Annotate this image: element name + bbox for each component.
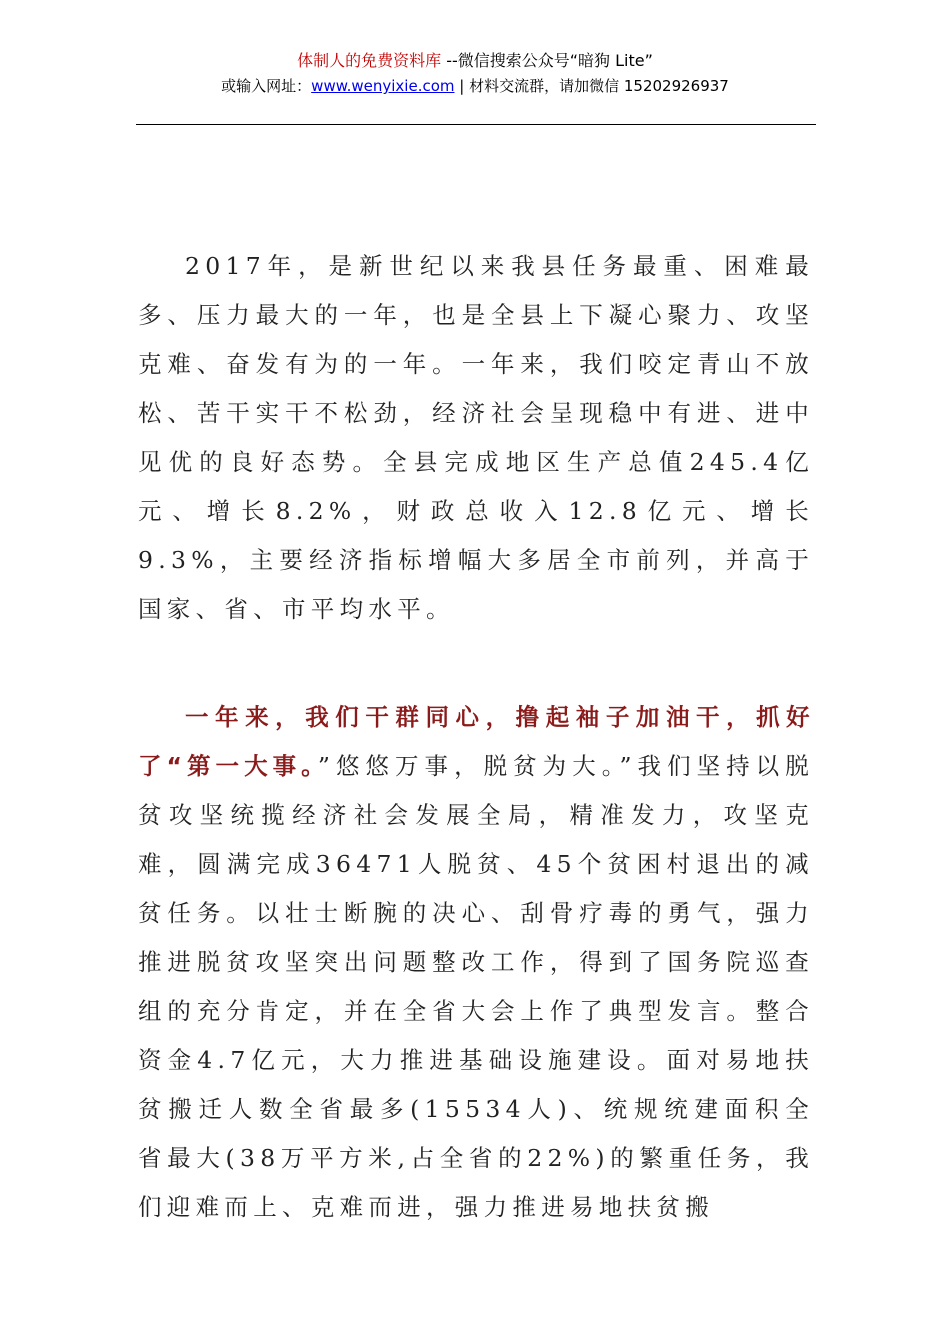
header-line-2 (0, 74, 950, 98)
paragraph-2 (138, 693, 814, 1232)
header-tagline: --微信搜索公众号“暗狗 Lite” (441, 51, 653, 70)
paragraph-1: 2017年，是新世纪以来我县任务最重、困难最多、压力最大的一年，也是全县上下凝心聚力、攻坚克难、奋发有为的一年。一年来，我们咬定青山不放松、苦干实干不松劲，经济社会呈现稳中有进、进中见优的良好态势。全县完成地区生产总值245.4亿元、增长8.2%，财政总收入12.8亿元、增长9.3%，主要经济指标增幅大多居全市前列，并高于国家、省、市平均水平。 (138, 252, 814, 623)
header-url-prefix: 或输入网址： (221, 77, 312, 95)
header-divider (136, 124, 816, 125)
page-header (0, 48, 950, 98)
header-contact: | 材料交流群，请加微信 15202926937 (454, 77, 729, 95)
header-line-1 (0, 48, 950, 74)
header-url-link[interactable]: www.wenyixie.com (311, 77, 455, 95)
paragraph-2-heading: 一年来，我们干群同心，撸起袖子加油干，抓好了“第一大事。 (138, 703, 814, 780)
paragraph-2-body: ”悠悠万事，脱贫为大。”我们坚持以脱贫攻坚统揽经济社会发展全局，精准发力，攻坚克难，圆满完成36471人脱贫、45个贫困村退出的减贫任务。以壮士断腕的决心、刮骨疗毒的勇气，强力推进脱贫攻坚突出问题整改工作，得到了国务院巡查组的充分肯定，并在全省大会上作了典型发言。整合资金4.7亿元，大力推进基础设施建设。面对易地扶贫搬迁人数全省最多(15534人)、统规统建面积全省最大(38万平方米,占全省的22%)的繁重任务，我们迎难而上、克难而进，强力推进易地扶贫搬 (138, 752, 814, 1221)
header-brand: 体制人的免费资料库 (297, 51, 442, 70)
